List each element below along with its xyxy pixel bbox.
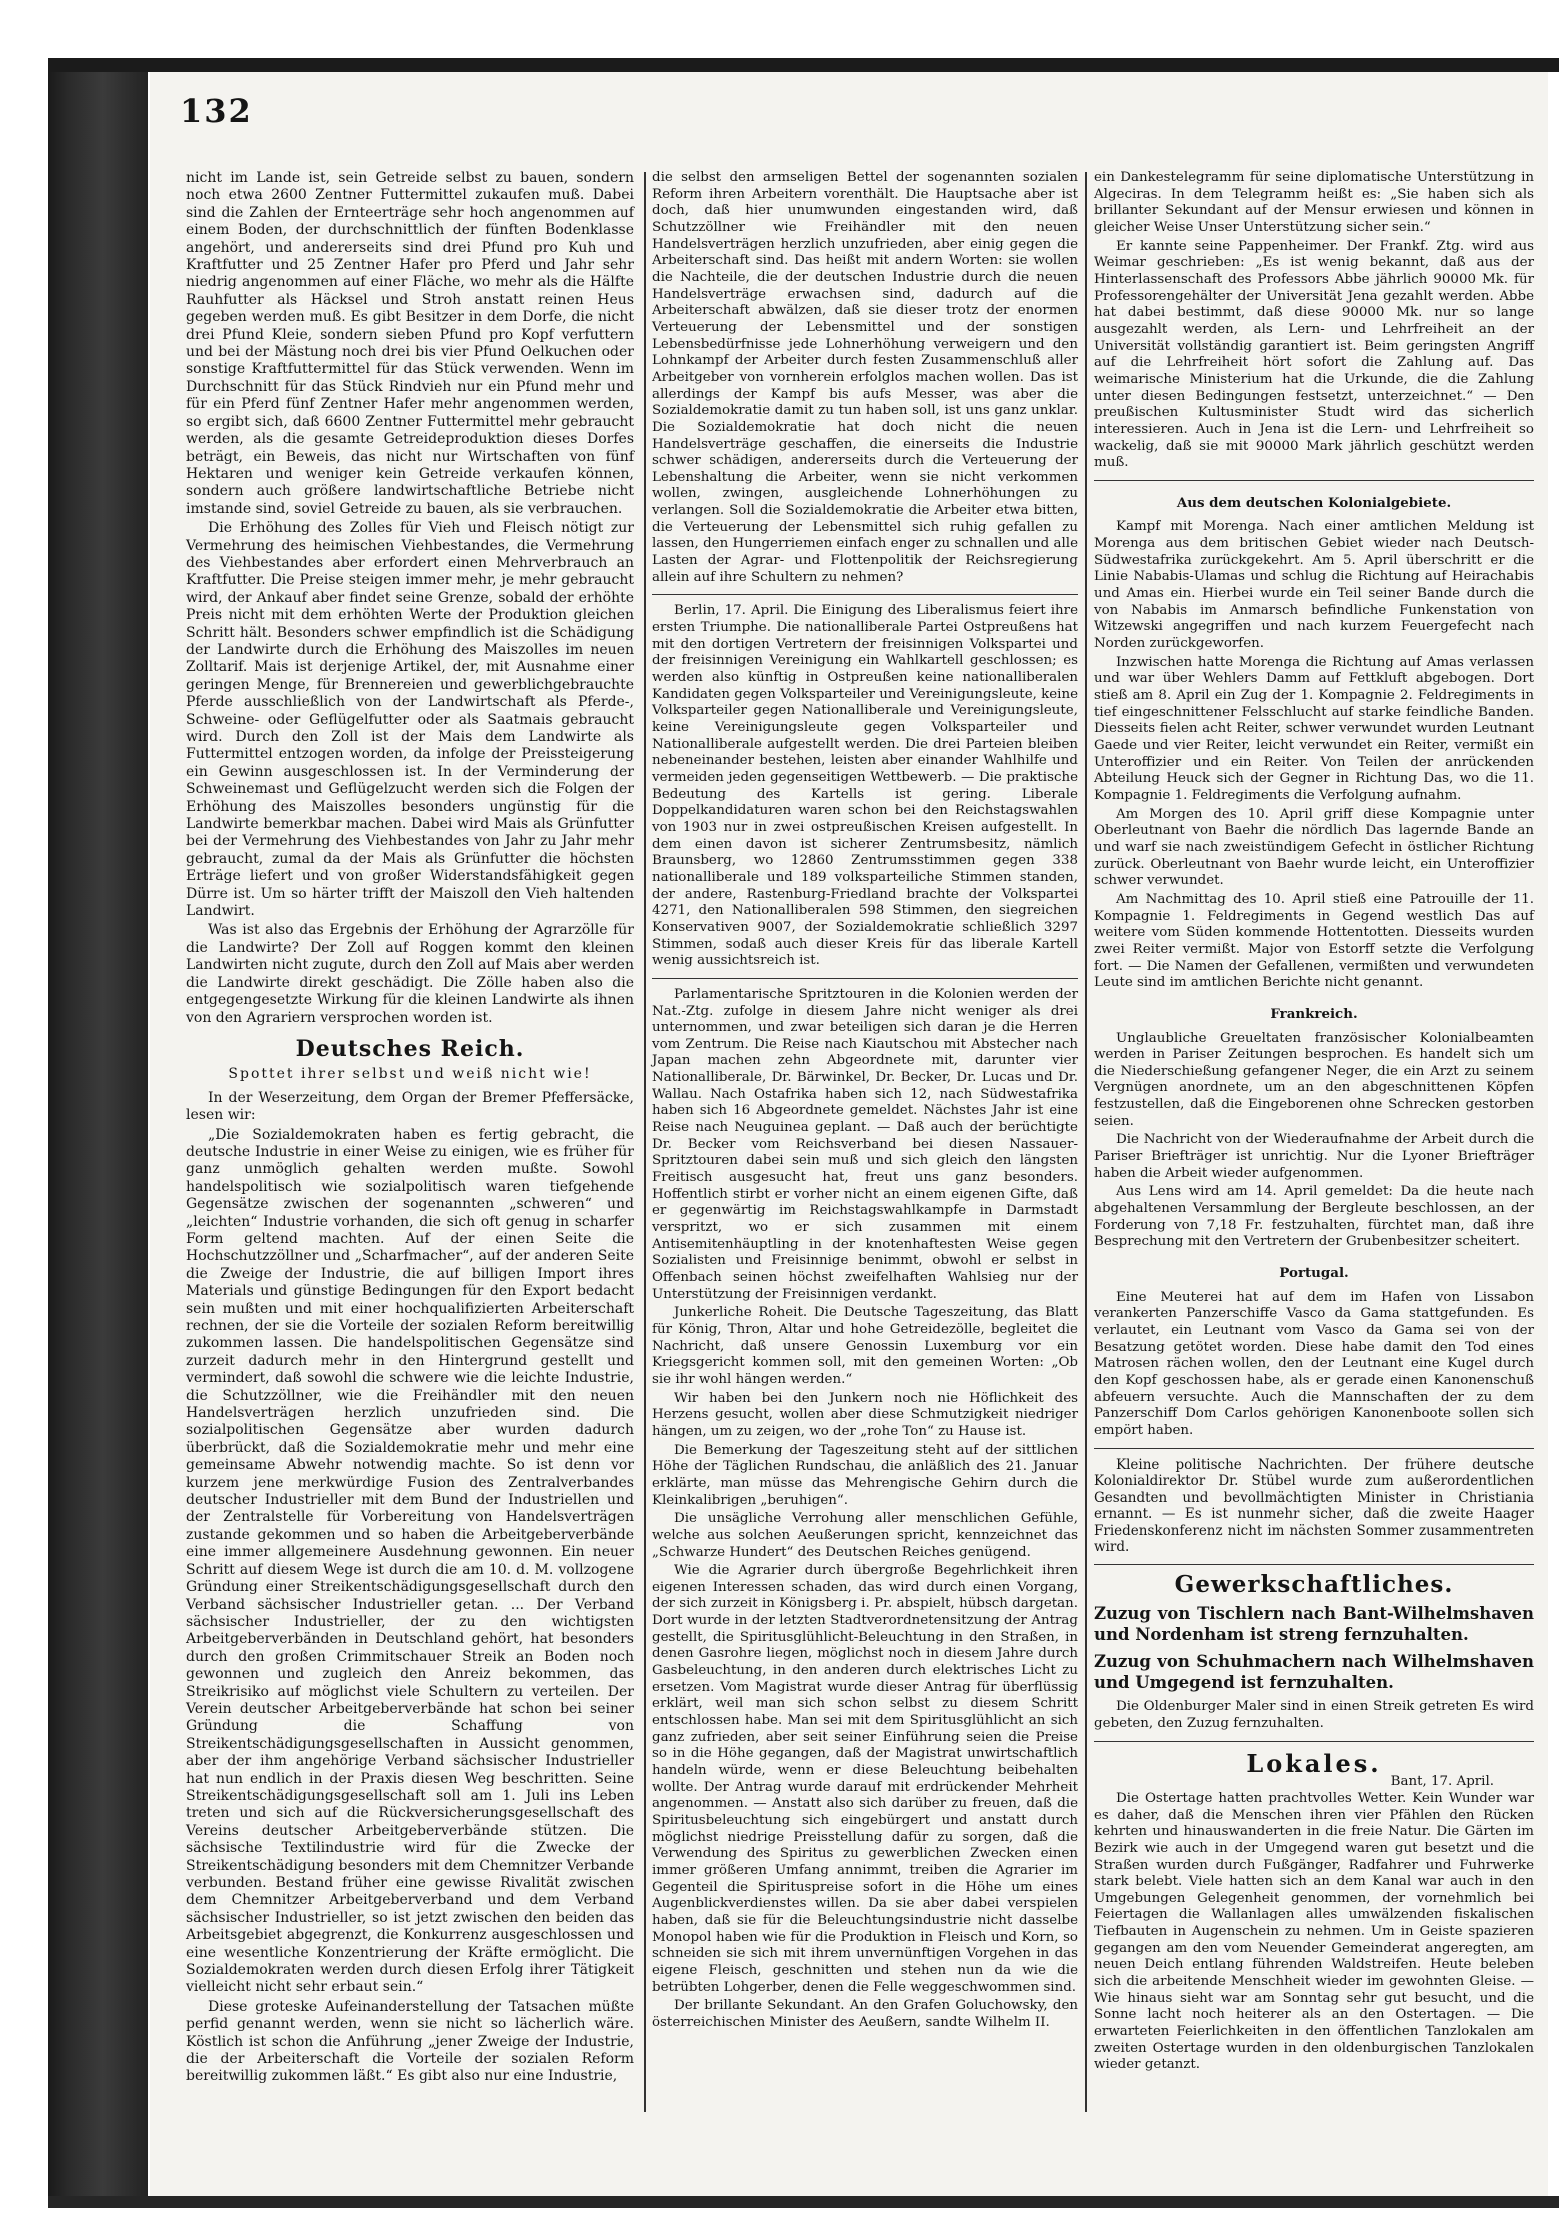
- paragraph: Berlin, 17. April. Die Einigung des Liberalismus feiert ihre ersten Triumphe. Die nationalliberale Partei Ostpreußens hat mit den dortigen Vertretern der freisinnigen Volkspartei und der freisinnigen Vereinigung ein Wahlkartell geschlossen; es werden also künftig in Ostpreußen keine nationalliberalen Kandidaten gegen Volksparteiler und Vereinigungsleute, keine Volksparteiler gegen Nationalliberale und Vereinigungsleute, keine Vereinigungsleute gegen Volksparteiler und Nationalliberale aufgestellt werden. Die drei Parteien bleiben nebeneinander bestehen, leisten aber einander Wahlhilfe und vermeiden jeden gegenseitigen Wettbewerb. — Die praktische Bedeutung des Kartells ist gering. Liberale Doppelkandidaturen waren schon bei den Reichstagswahlen von 1903 nur in zwei ostpreußischen Kreisen aufgestellt. In dem einen davon ist sicherer Zentrumsbesitz, nämlich Braunsberg, wo 12860 Zentrumsstimmen gegen 338 nationalliberale und 189 volksparteiliche Stimmen standen, der andere, Rastenburg-Friedland brachte der Volkspartei 4271, den Nationalliberalen 598 Stimmen, den siegreichen Konservativen 9007, der Sozialdemokratie schließlich 3297 Stimmen, sodaß auch dieser Kreis für das liberale Kartell wenig aussichtsreich ist.: [652, 603, 1079, 969]
- article-divider: [1094, 480, 1534, 481]
- column-2: [652, 170, 1078, 2034]
- paragraph: Am Nachmittag des 10. April stieß eine Patrouille der 11. Kompagnie 1. Feldregiments in Gegend westlich Das auf weitere vom Süden kommende Hottentotten. Diesseits wurden zwei Reiter vermißt. Major von Estorff setzte die Verfolgung fort. — Die Namen der Gefallenen, vermißten und verwundeten Leute sind im amtlichen Berichte nicht genannt.: [1094, 891, 1534, 991]
- page-top-edge: [48, 58, 1559, 72]
- paragraph: Die Ostertage hatten prachtvolles Wetter. Kein Wunder war es daher, daß die Menschen ihren vier Pfählen den Rücken kehrten und hinauswanderten in die freie Natur. Die Gärten im Bezirk wie auch in der Umgegend waren gut besetzt und die Straßen wurden durch Fußgänger, Radfahrer und Fuhrwerke stark belebt. Viele hatten sich an dem Kanal war auch in den Umgebungen Gelegenheit genommen, der vornehmlich bei Feiertagen die Wallanlagen alles umwälzenden fiskalischen Tiefbauten in Augenschein zu nehmen. Um in Geiste spazieren gegangen am den vom Neuender Gemeinderat angeregten, am neuen Deich entlang führenden Waldstreifen. Heute beleben sich die arbeitende Menschheit wieder im gewohnten Gleise. — Wie hinaus sieht war am Sonntag sehr gut besucht, und die Sonne lacht noch heiterer als an den Ostertagen. — Die erwarteten Feierlichkeiten in den öffentlichen Tanzlokalen am zweiten Ostertage wurden in den oldenburgischen Tanzlokalen wieder getanzt.: [1094, 1790, 1534, 2073]
- paragraph: Die Bemerkung der Tageszeitung steht auf der sittlichen Höhe der Täglichen Rundschau, die anläßlich des 21. Januar erklärte, man müsse das Mehrengische Gehirn durch die Kleinkalibrigen „beruhigen“.: [652, 1442, 1078, 1508]
- paragraph: Die Nachricht von der Wiederaufnahme der Arbeit durch die Pariser Briefträger ist unrichtig. Nur die Lyoner Briefträger haben die Arbeit wieder aufgenommen.: [1094, 1132, 1534, 1181]
- paragraph: Inzwischen hatte Morenga die Richtung auf Amas verlassen und war über Wehlers Damm auf Fettkluft abgebogen. Dort stieß am 8. April ein Zug der 1. Kompagnie 2. Feldregiments in tief eingeschnittener Felsschlucht auf starke feindliche Banden. Diesseits fielen acht Reiter, schwer verwundet wurden Leutnant Gaede und vier Reiter, leicht verwundet ein Reiter, vermißt ein Unteroffizier und ein Reiter. Von Teilen der anrückenden Abteilung Heuck sich der Gegner in Richtung Das, wo die 11. Kompagnie 1. Feldregiments die Verfolgung aufnahm.: [1094, 654, 1534, 803]
- notice: Zuzug von Schuhmachern nach Wilhelmshaven und Umgegend ist fernzuhalten.: [1094, 1652, 1534, 1693]
- paragraph: nicht im Lande ist, sein Getreide selbst zu bauen, sondern noch etwa 2600 Zentner Futtermittel zukaufen muß. Dabei sind die Zahlen der Ernteerträge sehr hoch angenommen auf einem Boden, der durchschnittlich der fünften Bodenklasse angehört, und andererseits sind drei Pfund pro Kuh und Kraftfutter und 25 Zentner Hafer pro Pferd und Jahr sehr niedrig angenommen auf einer Fläche, wo mehr als die Hälfte Rauhfutter als Häcksel und Stroh anstatt reinen Heus gegeben werden muß. Es gibt Besitzer in dem Dorfe, die nicht drei Pfund Kleie, sondern sieben Pfund pro Kopf verfuttern und bei der Mästung noch drei bis vier Pfund Oelkuchen oder sonstige Kraftfuttermittel für das Stück verwenden. Wenn im Durchschnitt für das Stück Rindvieh nur ein Pfund mehr und für ein Pferd fünf Zentner Hafer mehr angenommen werden, so ergibt sich, daß 6600 Zentner Futtermittel mehr gebraucht werden, als die gesamte Getreideproduktion dieses Dorfes beträgt, ein Beweis, das nicht nur Wirtschaften von fünf Hektaren und weniger kein Getreide verkaufen können, sondern auch größere landwirtschaftliche Betriebe nicht imstande sind, soviel Getreide zu bauen, als sie verbrauchen.: [186, 170, 634, 517]
- column-3: [1094, 170, 1534, 2076]
- column-rule: [1085, 172, 1087, 2112]
- paragraph: Der brillante Sekundant. An den Grafen Goluchowsky, den österreichischen Minister des Aeußern, sandte Wilhelm II.: [652, 1998, 1078, 2030]
- book-binding: [48, 58, 148, 2208]
- article-divider: [652, 594, 1078, 595]
- article-divider: [1094, 1564, 1534, 1565]
- paragraph: Die unsägliche Verrohung aller menschlichen Gefühle, welche aus solchen Aeußerungen spricht, kennzeichnet das „Schwarze Hundert“ des Deutschen Reiches genügend.: [652, 1511, 1078, 1560]
- column-rule: [644, 172, 646, 2112]
- scan-margin: [0, 0, 48, 2239]
- paragraph: In der Weserzeitung, dem Organ der Bremer Pfeffersäcke, lesen wir:: [186, 1089, 634, 1124]
- paragraph: „Die Sozialdemokraten haben es fertig gebracht, die deutsche Industrie in einer Weise zu einigen, wie es früher für ganz unmöglich gehalten werden mußte. Sowohl handelspolitisch wie sozialpolitisch waren tiefgehende Gegensätze zwischen der sogenannten „schweren“ und „leichten“ Industrie vorhanden, die sich oft genug in scharfer Form geltend machten. Auf der einen Seite die Hochschutzzöllner und „Scharfmacher“, auf der anderen Seite die Zweige der Industrie, die auf billigen Import ihres Materials und günstige Bedingungen für den Export bedacht sein mußten und mit einer hochqualifizierten Arbeiterschaft rechnen, der sie die Vorteile der sozialen Reform bereitwillig zukommen lassen. Die handelspolitischen Gegensätze sind zurzeit dadurch mehr in den Hintergrund gestellt und vermindert, daß sowohl die schwere wie die leichte Industrie, die Schutzzöllner, wie die Freihändler mit den neuen Handelsverträgen herzlich unzufrieden sind. Die sozialpolitischen Gegensätze aber wurden dadurch überbrückt, daß die Sozialdemokratie mehr und mehr eine gemeinsame Abwehr notwendig machte. So ist denn vor kurzem jene merkwürdige Fusion des Zentralverbandes deutscher Industrieller mit dem Bund der Industriellen und der Zentralstelle für Vorbereitung von Handelsverträgen zustande gekommen und so haben die Arbeitgeberverbände eine immer allgemeinere Ausdehnung gewonnen. Ein neuer Schritt auf diesem Wege ist durch die am 10. d. M. vollzogene Gründung einer Streikentschädigungsgesellschaft durch den Verband sächsischer Industrieller getan. ... Der Verband sächsischer Industrieller, der zu den wichtigsten Arbeitgeberverbänden in Deutschland gehört, hat besonders durch den großen Crimmitschauer Streik an Boden noch gewonnen und zugleich den Anreiz bekommen, das Streikrisiko auf möglichst viele Schultern zu verteilen. Der Verein deutscher Arbeitgeberverbände hat schon bei seiner Gründung die Schaffung von Streikentschädigungsgesellschaften in Aussicht genommen, aber der ihm angehörige Verband sächsischer Industrieller hat nun endlich in der Praxis diesen Weg beschritten. Seine Streikentschädigungsgesellschaft soll am 1. Juli ins Leben treten und sich auf die Rückversicherungsgesellschaft des Vereins deutscher Arbeitgeberverbände stützen. Die sächsische Textilindustrie wird für die Zwecke der Streikentschädigung besonders mit dem Chemnitzer Verbande verbunden. Bestand früher eine gewisse Rivalität zwischen dem Chemnitzer Arbeitgeberverband und dem Verband sächsischer Industrieller, so ist jetzt zwischen den beiden das Arbeitsgebiet abgegrenzt, die Konkurrenz ausgeschlossen und eine wesentliche Konzentrierung der Kräfte ermöglicht. Die Sozialdemokraten werden durch diesen Erfolg ihrer Tätigkeit vielleicht nicht sehr erbaut sein.“: [186, 1126, 634, 1996]
- paragraph: Parlamentarische Spritztouren in die Kolonien werden der Nat.-Ztg. zufolge in diesem Jahre nicht weniger als drei unternommen, und zwar beteiligen sich daran je die Herren vom Zentrum. Die Reise nach Kiautschou mit Abstecher nach Japan machen zehn Abgeordnete mit, darunter vier Nationalliberale, Dr. Bärwinkel, Dr. Becker, Dr. Lucas und Dr. Wallau. Nach Ostafrika haben sich 12, nach Südwestafrika haben sich 16 Abgeordnete gemeldet. Nächstes Jahr ist eine Reise nach Neuguinea geplant. — Daß auch der berüchtigte Dr. Becker vom Reichsverband bei diesen Nassauer-Spritztouren dabei sein muß und sich gleich den längsten Freitisch ausgesucht hat, freut uns ganz besonders. Hoffentlich stirbt er vorher nicht an einem eigenen Gifte, daß er gegenwärtig im Reichstagswahlkampfe in Darmstadt verspritzt, wo er sich zusammen mit einem Antisemitenhäuptling in der knotenhaftesten Weise gegen Sozialisten und Freisinnige benimmt, obwohl er selbst in Offenbach seinen höchst zweifelhaften Wahlsieg nur der Unterstützung der Freisinnigen verdankt.: [652, 986, 1078, 1302]
- paragraph: Was ist also das Ergebnis der Erhöhung der Agrarzölle für die Landwirte? Der Zoll auf Roggen kommt den kleinen Landwirten nicht zugute, durch den Zoll auf Mais aber werden die Landwirte direkt geschädigt. Die Zölle haben also die entgegengesetzte Wirkung für die kleinen Landwirte als ihnen von den Agrariern versprochen worden ist.: [186, 922, 634, 1026]
- paragraph: Die Erhöhung des Zolles für Vieh und Fleisch nötigt zur Vermehrung des heimischen Viehbestandes, die Vermehrung des Viehbestandes aber erfordert einen Mehrverbrauch an Kraftfutter. Die Preise steigen immer mehr, je mehr gebraucht wird, der Ankauf aber findet seine Grenze, sobald der erhöhte Preis nicht mit dem erhöhten Werte der Produktion gleichen Schritt hält. Besonders schwer empfindlich ist die Schädigung der Landwirte durch die Erhöhung des Maiszolles im neuen Zolltarif. Mais ist derjenige Artikel, der, mit Ausnahme einer geringen Menge, für Brennereien und gewerblichgebrauchte Pferde ausschließlich von der Landwirtschaft als Pferde-, Schweine- oder Geflügelfutter oder als Saatmais gebraucht wird. Durch den Zoll ist der Mais dem Landwirte als Futtermittel entzogen worden, da infolge der Preissteigerung ein Gewinn ausgeschlossen ist. In der Verminderung der Schweinemast und Geflügelzucht werden sich die Folgen der Erhöhung des Maiszolles besonders ungünstig für die Landwirte bemerkbar machen. Dabei wird Mais als Grünfutter bei der Vermehrung des Viehbestandes von Jahr zu Jahr mehr gebraucht, zumal da der Mais als Grünfutter die höchsten Erträge liefert und von großer Widerstandsfähigkeit gegen Dürre ist. Um so härter trifft der Maiszoll den Vieh haltenden Landwirt.: [186, 520, 634, 920]
- paragraph: Kampf mit Morenga. Nach einer amtlichen Meldung ist Morenga aus dem britischen Gebiet wieder nach Deutsch-Südwestafrika zurückgekehrt. Am 5. April überschritt er die Linie Nababis-Ulamas und schlug die Richtung auf Heirachabis und Amas ein. Hierbei wurde ein Teil seiner Bande durch die von Nababis im Anmarsch befindliche Funkenstation von Witzewski angegriffen und nach kurzem Feuergefecht nach Norden zurückgeworfen.: [1094, 519, 1534, 652]
- article-divider: [652, 978, 1078, 979]
- page-bottom-edge: [48, 2196, 1559, 2208]
- section-heading-gewerkschaftliches: Gewerkschaftliches.: [1174, 1570, 1454, 1598]
- paragraph: Die Oldenburger Maler sind in einen Streik getreten Es wird gebeten, den Zuzug fernzuhalten.: [1094, 1699, 1534, 1731]
- paragraph: Er kannte seine Pappenheimer. Der Frankf. Ztg. wird aus Weimar geschrieben: „Es ist wenig bekannt, daß aus der Hinterlassenschaft des Professors Abbe jährlich 90000 Mk. für Professorengehälter der Universität Jena gezahlt werden. Abbe hat dabei bestimmt, daß diese 90000 Mk. nur so lange ausgezahlt werden, als Lern- und Lehrfreiheit an der Universität vollständig garantiert ist. Beim geringsten Angriff auf die Lehrfreiheit hört sofort die Zahlung auf. Das weimarische Ministerium hat die Urkunde, die die Zahlung unter diesen Bedingungen festsetzt, unterzeichnet.“ — Den preußischen Kultusminister Studt wird das sicherlich interessieren. Auch in Jena ist die Lern- und Lehrfreiheit so wackelig, daß sie mit 90000 Mark jährlich geschützt werden muß.: [1094, 238, 1534, 471]
- article-divider: [1094, 1741, 1534, 1742]
- notice: Zuzug von Tischlern nach Bant-Wilhelmshaven und Nordenham ist streng fernzuhalten.: [1094, 1604, 1534, 1645]
- paragraph: die selbst den armseligen Bettel der sogenannten sozialen Reform ihren Arbeitern vorenthält. Die Hauptsache aber ist doch, daß hier unumwunden eingestanden wird, daß Schutzzöllner wie Freihändler mit den neuen Handelsverträgen herzlich unzufrieden, aber einig gegen die Arbeiterschaft sind. Das heißt mit andern Worten: sie wollen die Nachteile, die der deutschen Industrie durch die neuen Handelsverträge erwachsen sind, dadurch auf die Arbeiterschaft abwälzen, daß sie dieser trotz der enormen Verteuerung der Lebensmittel und der sonstigen Lebensbedürfnisse jede Lohnerhöhung verweigern und den Lohnkampf der Arbeiter durch festen Zusammenschluß aller Arbeitgeber von vornherein erfolglos machen wollen. Das ist allerdings der Kampf bis aufs Messer, was aber die Sozialdemokratie damit zu tun haben soll, ist uns ganz unklar. Die Sozialdemokratie hat doch nicht die neuen Handelsverträge geschaffen, die einerseits die Industrie schwer schädigen, andererseits durch die Verteuerung der Lebenshaltung die Arbeiter, wenn sie nicht verkommen wollen, zwingen, ausgleichende Lohnerhöhungen zu verlangen. Soll die Sozialdemokratie die Arbeiter etwa bitten, die Verteuerung der Lebensmittel sich ruhig gefallen zu lassen, den Hungerriemen einfach enger zu schnallen und alle Lasten der Agrar- und Flottenpolitik der Reichsregierung allein auf ihre Schultern zu nehmen?: [652, 170, 1078, 585]
- paragraph: Kleine politische Nachrichten. Der frühere deutsche Kolonialdirektor Dr. Stübel wurde zum außerordentlichen Gesandten und bevollmächtigten Minister in Christiania ernannt. — Es ist nunmehr sicher, daß die zweite Haager Friedenskonferenz nicht im nächsten Sommer zusammentreten wird.: [1094, 1456, 1534, 1556]
- paragraph: Aus Lens wird am 14. April gemeldet: Da die heute nach abgehaltenen Versammlung der Bergleute beschlossen, an der Forderung von 7,18 Fr. festzuhalten, fürchtet man, daß ihre Besprechung mit den Vertretern der Grubenbesitzer scheitert.: [1094, 1184, 1534, 1250]
- dateline: Bant, 17. April.: [1390, 1774, 1494, 1790]
- section-heading-deutsches-reich: Deutsches Reich.: [295, 1035, 525, 1062]
- article-divider: [1094, 1448, 1534, 1449]
- column-1: [186, 170, 634, 2088]
- paragraph: Wie die Agrarier durch übergroße Begehrlichkeit ihren eigenen Interessen schaden, das wird durch einen Vorgang, der sich zurzeit in Königsberg i. Pr. abspielt, hübsch dargetan. Dort wurde in der letzten Stadtverordnetensitzung der Antrag gestellt, die Spiritusglühlicht-Beleuchtung in den Straßen, in denen Gasrohre liegen, möglichst noch in diesem Jahre durch Gasbeleuchtung, in den anderen durch elektrisches Licht zu ersetzen. Vom Magistrat wurde dieser Antrag für überflüssig erklärt, weil man sich schon selbst zu diesem Schritt entschlossen habe. Man sei mit dem Spiritusglühlicht an sich ganz zufrieden, aber seit seiner Einführung seien die Preise so in die Höhe gegangen, daß der Magistrat unwirtschaftlich handeln würde, wenn er diese Beleuchtung beibehalten wollte. Der Antrag wurde darauf mit erdrückender Mehrheit angenommen. — Anstatt also sich darüber zu freuen, daß die Spiritusbeleuchtung sich eingebürgert und anstatt durch möglichst niedrige Preisstellung dafür zu sorgen, daß die Verwendung des Spiritus zu gewerblichen Zwecken einen immer größeren Umfang annimmt, treiben die Agrarier im Gegenteil die Spirituspreise sofort in die Höhe um eines Augenblickverdienstes willen. Da sie aber dabei verspielen haben, daß sie für die Beleuchtungsindustrie nicht dasselbe Monopol haben wie für die Produktion in Fleisch und Korn, so schneiden sie sich mit ihrem unvernünftigen Vorgehen in das eigene Fleisch, geschnitten und stehen nun da wie die betrübten Lohgerber, denen die Felle weggeschwommen sind.: [652, 1563, 1078, 1995]
- paragraph: Am Morgen des 10. April griff diese Kompagnie unter Oberleutnant von Baehr die nördlich Das lagernde Bande an und warf sie nach zweistündigem Gefecht in östlicher Richtung zurück. Oberleutnant von Baehr wurde leicht, ein Unteroffizier schwer verwundet.: [1094, 806, 1534, 889]
- article-subheading: Spottet ihrer selbst und weiß nicht wie!: [228, 1066, 592, 1083]
- paragraph: Unglaubliche Greueltaten französischer Kolonialbeamten werden in Pariser Zeitungen besprochen. Es handelt sich um die Niederschießung gefangener Neger, die ein Arzt zu seinem Vergnügen anordnete, um an den abgeschnittenen Köpfen festzustellen, daß die Eingeborenen ohne Schrecken gestorben seien.: [1094, 1030, 1534, 1129]
- section-heading-kolonien: Aus dem deutschen Kolonialgebiete.: [1176, 494, 1452, 511]
- section-heading-portugal: Portugal.: [1279, 1265, 1349, 1282]
- paragraph: Junkerliche Roheit. Die Deutsche Tageszeitung, das Blatt für König, Thron, Altar und hohe Getreidezölle, begleitet die Nachricht, daß unsere Genossin Luxemburg vor ein Kriegsgericht kommen soll, mit den gemeinen Worten: „Ob sie ihr wohl hängen werden.“: [652, 1305, 1078, 1387]
- paragraph: Wir haben bei den Junkern noch nie Höflichkeit des Herzens gesucht, wollen aber diese Schmutzigkeit niedriger hängen, um zu zeigen, wo der „rohe Ton“ zu Hause ist.: [652, 1390, 1078, 1439]
- paragraph: Diese groteske Aufeinanderstellung der Tatsachen müßte perfid genannt werden, wenn sie nicht so lächerlich wäre. Köstlich ist schon die Anführung „jener Zweige der Industrie, die der Arbeiterschaft die Vorteile der sozialen Reform bereitwillig zukommen läßt.“ Es gibt also nur eine Industrie,: [186, 1998, 634, 2085]
- paragraph: ein Dankestelegramm für seine diplomatische Unterstützung in Algeciras. In dem Telegramm heißt es: „Sie haben sich als brillanter Sekundant auf der Mensur erwiesen und können in gleicher Weise Unser Unterstützung sicher sein.“: [1094, 170, 1534, 235]
- page-number: 132: [180, 92, 253, 130]
- paragraph: Eine Meuterei hat auf dem im Hafen von Lissabon verankerten Panzerschiffe Vasco da Gama stattgefunden. Es verlautet, ein Leutnant vom Vasco da Gama sei von der Besatzung getötet worden. Diese habe damit den Tod eines Matrosen rächen wollen, den der Leutnant eine Kugel durch den Kopf geschossen habe, als er gerade einen Kanonenschuß abfeuern versuchte. Auch die Mannschaften der zu dem Panzerschiff Dom Carlos gehörigen Kanonenboote sollen sich empört haben.: [1094, 1289, 1534, 1438]
- section-heading-lokales: Lokales.: [1246, 1748, 1382, 1778]
- section-heading-frankreich: Frankreich.: [1270, 1005, 1358, 1022]
